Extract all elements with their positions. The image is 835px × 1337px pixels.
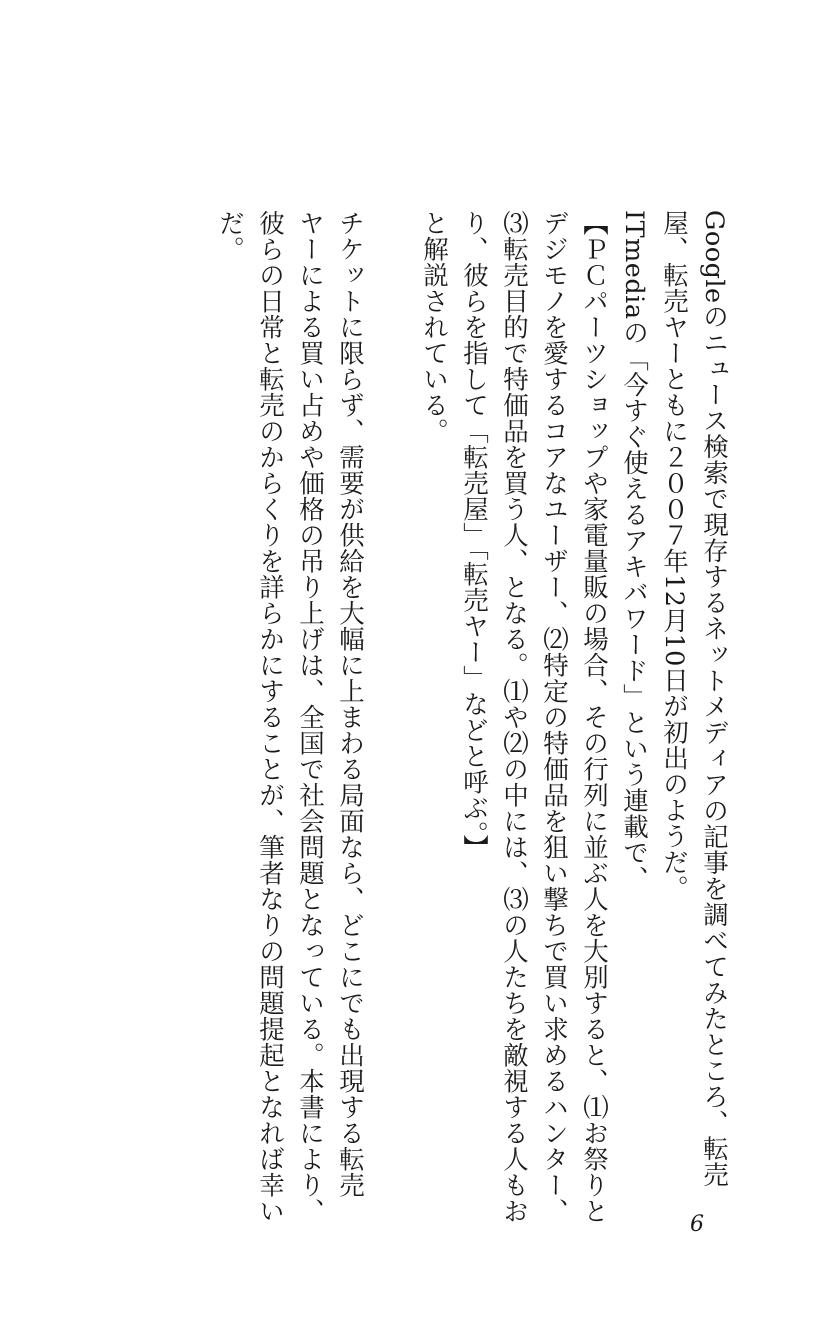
text-line: 【ＰＣパーツショップや家電量販の場合、その行列に並ぶ人を大別すると、⑴お祭りと xyxy=(579,210,609,1224)
text-line: Googleのニュース検索で現存するネットメディアの記事を調べてみたところ、転売 xyxy=(699,210,729,1188)
text-line: り、彼らを指して「転売屋」「転売ヤー」などと呼ぶ。】 xyxy=(459,210,489,861)
text-line: ⑶転売目的で特価品を買う人、となる。⑴や⑵の中には、⑶の人たちを敵視する人もお xyxy=(499,210,529,1224)
text-line: だ。 xyxy=(215,210,245,262)
text-line: と解説されている。 xyxy=(419,210,449,444)
text-line: デジモノを愛するコアなユーザー、⑵特定の特価品を狙い撃ちで買い求めるハンター、 xyxy=(539,210,569,1224)
text-line: 彼らの日常と転売のからくりを詳らかにすることが、筆者なりの問題提起となれば幸い xyxy=(255,210,285,1224)
text-line: チケットに限らず、需要が供給を大幅に上まわる局面なら、どこにでも出現する転売 xyxy=(335,210,365,1198)
text-line: 屋、転売ヤーともに２００７年12月10日が初出のようだ。 xyxy=(659,210,689,901)
page-number: 6 xyxy=(690,1212,704,1237)
text-line: ヤーによる買い占めや価格の吊り上げは、全国で社会問題となっている。本書により、 xyxy=(295,210,325,1224)
text-line: ITmediaの「今すぐ使えるアキバワード」という連載で、 xyxy=(619,210,649,892)
